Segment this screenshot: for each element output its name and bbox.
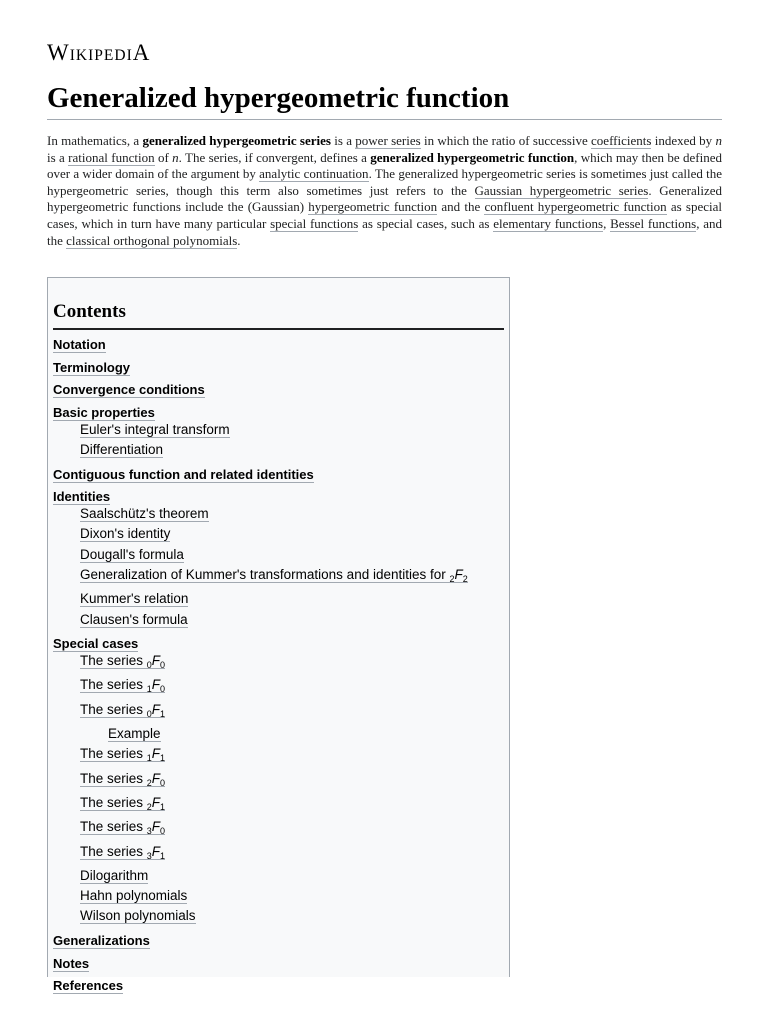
intro-link[interactable]: power series	[355, 133, 421, 148]
toc-item	[80, 546, 504, 564]
intro-text: as special cases, such as	[358, 215, 494, 231]
toc-link[interactable]	[80, 908, 196, 924]
intro-text: .	[237, 232, 241, 248]
intro-link[interactable]: Bessel functions	[610, 215, 697, 231]
toc-link-label: Kummer's relation	[80, 591, 189, 607]
toc-item	[80, 867, 504, 885]
intro-link[interactable]: analytic continuation	[259, 166, 369, 182]
toc-item	[53, 488, 504, 505]
toc-function-symbol: F	[151, 701, 161, 717]
toc-link[interactable]	[108, 726, 161, 742]
toc-item	[53, 359, 504, 376]
toc-link-label: The series	[80, 677, 147, 693]
intro-text: and the	[437, 199, 485, 215]
intro-link[interactable]: coefficients	[591, 133, 652, 148]
toc-subscript-p: 2	[146, 801, 152, 812]
intro-link[interactable]: hypergeometric function	[308, 199, 438, 215]
intro-text: is a	[330, 133, 356, 148]
intro-link[interactable]: confluent hypergeometric function	[484, 199, 667, 215]
intro-variable: n	[715, 133, 722, 148]
toc-link[interactable]	[80, 746, 165, 762]
toc-link[interactable]	[80, 819, 165, 835]
toc-link[interactable]	[53, 978, 123, 994]
toc-link-label: Differentiation	[80, 442, 164, 458]
toc-link-label: Dixon's identity	[80, 526, 171, 542]
intro-bold-term: generalized hypergeometric function	[370, 149, 575, 165]
toc-link-label: References	[53, 978, 124, 994]
toc-link[interactable]	[80, 612, 188, 628]
intro-text: . The series, if convergent, defines a	[178, 149, 371, 165]
toc-item	[53, 932, 504, 949]
toc-link-label: Saalschütz's theorem	[80, 506, 209, 522]
toc-link-label: Notes	[53, 955, 90, 971]
toc-link-label: The series	[80, 701, 147, 717]
toc-subscript-q: 0	[160, 684, 166, 695]
toc-link[interactable]	[80, 591, 188, 607]
intro-text: . The generalized hypergeometric series is sometimes just called the hypergeometric series, though this term also sometimes just refers to the	[47, 166, 722, 198]
intro-link[interactable]: Gaussian hypergeometric series	[474, 182, 649, 198]
page-title: Generalized hypergeometric function	[47, 80, 722, 120]
intro-text: as special cases, which in turn have many particular	[47, 199, 723, 231]
toc-link[interactable]	[53, 337, 106, 353]
intro-link[interactable]: elementary functions	[493, 215, 604, 231]
toc-link[interactable]	[80, 795, 165, 811]
intro-text: is a	[47, 149, 69, 165]
toc-link[interactable]	[80, 771, 165, 787]
toc-function-symbol: F	[151, 843, 161, 859]
toc-item	[80, 566, 504, 588]
toc-link-label: Dougall's formula	[80, 546, 184, 562]
toc-item	[80, 907, 504, 925]
toc-subscript-p: 3	[146, 850, 152, 861]
toc-function-symbol: F	[151, 819, 161, 835]
toc-link-label: Dilogarithm	[80, 867, 149, 883]
toc-item	[80, 770, 504, 792]
toc-link[interactable]	[53, 489, 110, 505]
toc-link[interactable]	[80, 677, 165, 693]
toc-link-label: Terminology	[53, 359, 131, 375]
toc-link[interactable]	[53, 467, 314, 483]
toc-subscript-q: 1	[160, 708, 166, 719]
toc-subscript-q: 1	[160, 801, 166, 812]
intro-text: , which may then be defined over a wider domain of the argument by	[47, 149, 722, 182]
toc-subscript-p: 3	[146, 826, 152, 837]
toc-link[interactable]	[80, 868, 148, 884]
toc-link-label: The series	[80, 770, 147, 786]
toc-subscript-p: 0	[146, 708, 152, 719]
toc-item	[80, 441, 504, 459]
toc-item	[80, 701, 504, 723]
toc-link[interactable]	[53, 382, 205, 398]
toc-link-label: The series	[80, 653, 147, 669]
toc-link[interactable]	[80, 442, 163, 458]
toc-subscript-q: 2	[462, 574, 468, 585]
toc-item	[53, 381, 504, 398]
toc-subscript-q: 0	[160, 826, 166, 837]
toc-item	[80, 525, 504, 543]
toc-item	[80, 590, 504, 608]
toc-subscript-p: 1	[146, 753, 152, 764]
toc-link-label: Euler's integral transform	[80, 421, 230, 437]
toc-link-label: The series	[80, 843, 147, 859]
toc-subscript-p: 1	[146, 684, 152, 695]
toc-function-symbol: F	[151, 677, 161, 693]
toc-link[interactable]	[80, 526, 170, 542]
intro-bold-term: generalized hypergeometric series	[142, 133, 331, 148]
toc-function-symbol: F	[151, 794, 161, 810]
toc-item	[80, 652, 504, 674]
toc-link-label: Convergence conditions	[53, 382, 205, 398]
toc-link-label: The series	[80, 794, 147, 810]
toc-item	[80, 794, 504, 816]
toc-list	[53, 336, 504, 994]
toc-link[interactable]	[53, 636, 138, 652]
toc-link-label: Wilson polynomials	[80, 908, 196, 924]
toc-link-label: Example	[108, 726, 161, 742]
toc-item	[80, 505, 504, 523]
table-of-contents	[47, 277, 510, 994]
toc-subscript-q: 0	[160, 660, 166, 671]
toc-link[interactable]	[80, 702, 165, 718]
toc-link[interactable]	[80, 506, 209, 522]
toc-subscript-q: 0	[160, 777, 166, 788]
toc-item	[80, 843, 504, 865]
toc-link-label: Special cases	[53, 636, 139, 652]
intro-text: In mathematics, a	[47, 133, 143, 148]
toc-subscript-q: 1	[160, 753, 166, 764]
intro-link[interactable]: classical orthogonal polynomials	[66, 232, 238, 248]
toc-link[interactable]	[53, 956, 89, 972]
toc-link-label: Identities	[53, 489, 111, 505]
intro-text: ,	[603, 215, 611, 231]
toc-link-label: Clausen's formula	[80, 611, 188, 627]
toc-link[interactable]	[80, 422, 230, 438]
intro-link[interactable]: rational function	[68, 149, 155, 165]
toc-item	[53, 955, 504, 972]
toc-link-label: Basic properties	[53, 404, 155, 420]
toc-item	[53, 336, 504, 353]
toc-item	[80, 611, 504, 629]
toc-link-label: Contiguous function and related identities	[53, 466, 314, 482]
toc-title: Contents	[53, 298, 504, 330]
toc-subscript-q: 1	[160, 850, 166, 861]
intro-text: , and the	[47, 215, 723, 248]
intro-text: indexed by	[651, 133, 716, 148]
toc-subscript-p: 2	[449, 574, 455, 585]
intro-link[interactable]: special functions	[270, 215, 359, 231]
toc-link-label: Generalization of Kummer's transformations and identities for	[80, 567, 450, 583]
toc-function-symbol: F	[454, 567, 463, 583]
toc-item	[53, 466, 504, 483]
toc-item	[108, 725, 504, 743]
intro-variable: n	[172, 149, 179, 165]
toc-item	[80, 676, 504, 698]
toc-link-label: Generalizations	[53, 932, 150, 948]
toc-link[interactable]	[53, 405, 155, 421]
toc-link[interactable]	[80, 844, 165, 860]
toc-link[interactable]	[80, 653, 165, 669]
toc-item	[53, 635, 504, 652]
toc-link[interactable]	[80, 547, 184, 563]
toc-link-label: The series	[80, 819, 147, 835]
intro-text: . Generalized hypergeometric functions include the (Gaussian)	[47, 182, 722, 215]
article-page	[47, 40, 723, 994]
toc-item	[80, 818, 504, 840]
toc-item	[53, 404, 504, 421]
toc-link[interactable]	[53, 360, 130, 376]
toc-item	[80, 887, 504, 905]
toc-link[interactable]	[53, 933, 150, 949]
toc-link[interactable]	[80, 567, 468, 583]
toc-link-label: The series	[80, 746, 147, 762]
toc-subscript-p: 0	[146, 660, 152, 671]
toc-function-symbol: F	[151, 653, 161, 669]
toc-item	[80, 421, 504, 439]
toc-link-label: Notation	[53, 337, 106, 352]
toc-item	[80, 745, 504, 767]
intro-text: in which the ratio of successive	[420, 133, 592, 148]
toc-subscript-p: 2	[146, 777, 152, 788]
toc-item	[53, 977, 504, 994]
toc-link[interactable]	[80, 888, 187, 904]
intro-paragraph	[47, 133, 722, 249]
intro-text: of	[154, 149, 173, 165]
toc-function-symbol: F	[151, 770, 161, 786]
toc-function-symbol: F	[151, 746, 161, 762]
toc-link-label: Hahn polynomials	[80, 888, 188, 904]
wikipedia-wordmark[interactable]: WIKIPEDIA	[47, 40, 151, 65]
